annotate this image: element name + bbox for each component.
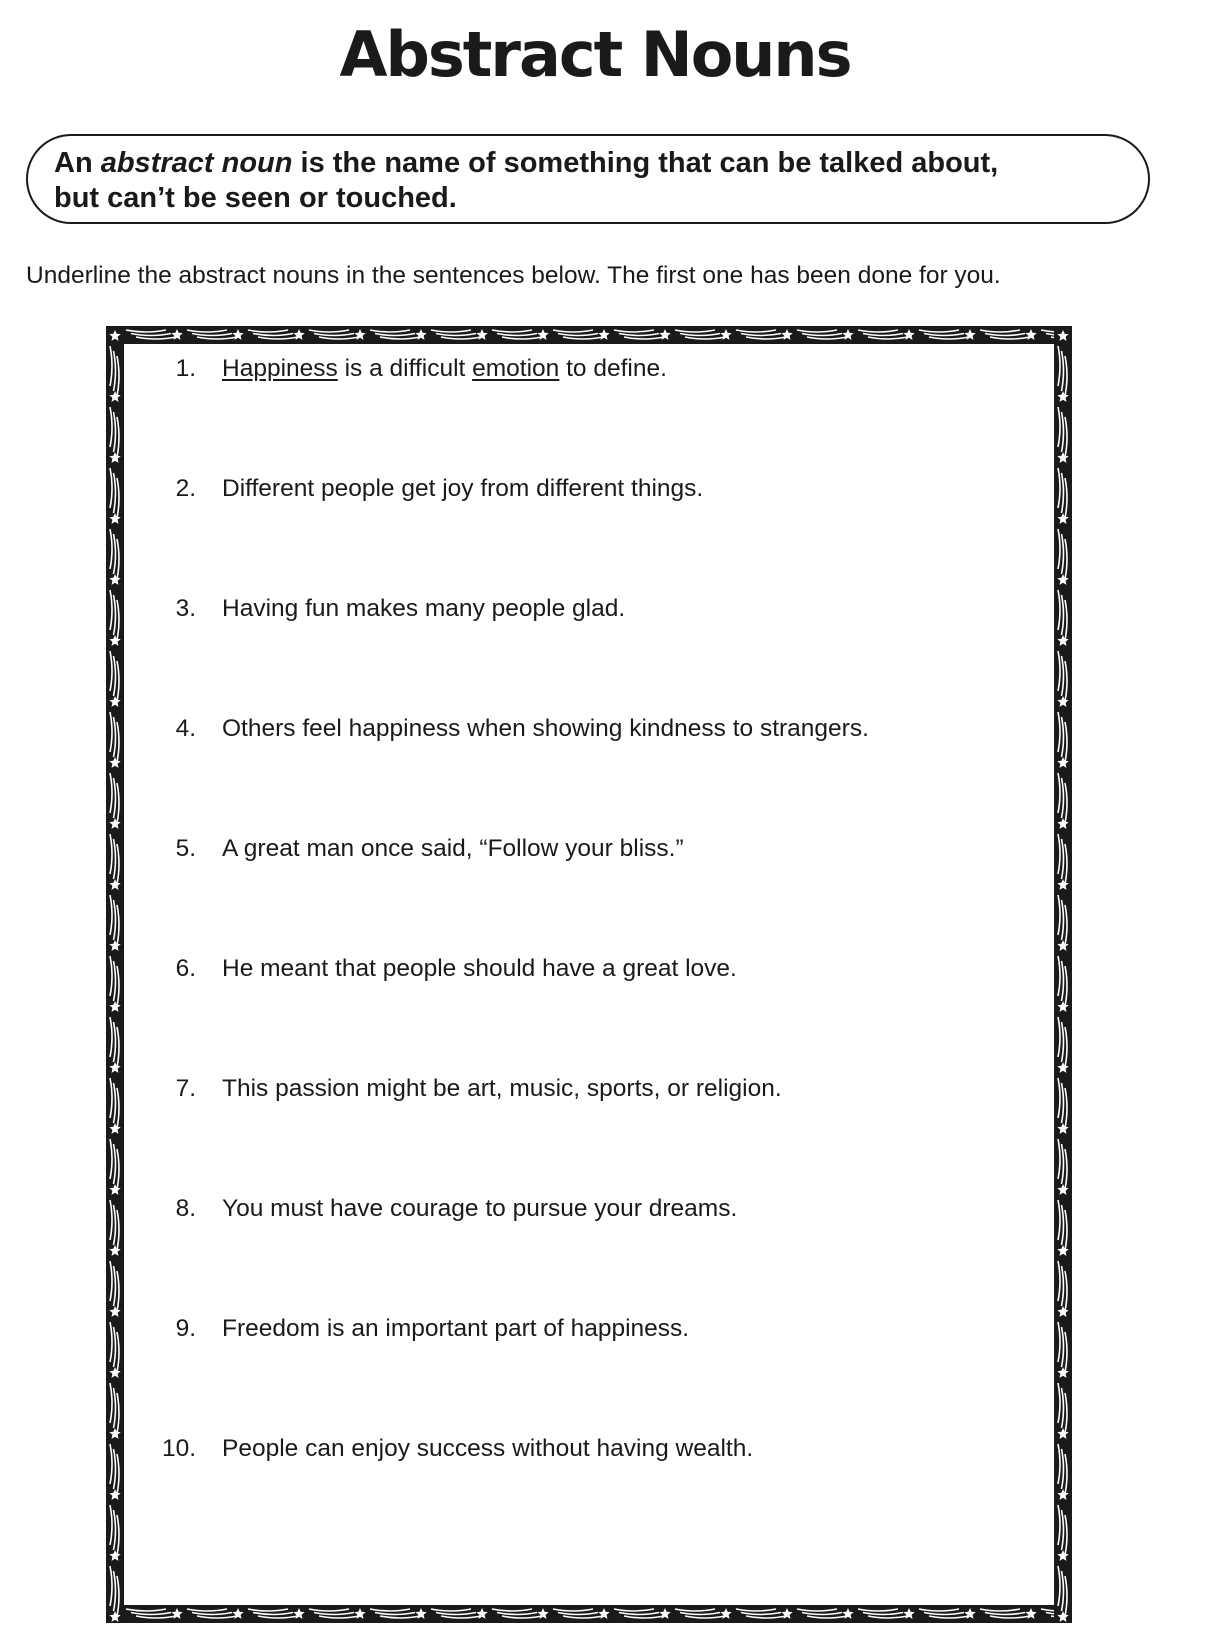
- item-sentence: People can enjoy success without having wealth.: [222, 1435, 754, 1462]
- item-number: 6.: [175, 955, 196, 982]
- definition-rest: is the name of something that can be talked about,: [292, 147, 999, 179]
- item-sentence: You must have courage to pursue your dreams.: [222, 1195, 738, 1222]
- item-number: 9.: [175, 1315, 196, 1342]
- definition-pre: An: [54, 147, 101, 179]
- item-sentence: A great man once said, “Follow your bliss.”: [222, 835, 684, 862]
- item-number: 3.: [175, 595, 196, 622]
- item-number: 4.: [175, 715, 196, 742]
- item-number: 5.: [175, 835, 196, 862]
- definition-term: abstract noun: [100, 147, 293, 179]
- item-sentence: This passion might be art, music, sports, or religion.: [222, 1075, 782, 1102]
- item-sentence: Having fun makes many people glad.: [222, 595, 626, 622]
- definition-line2: but can’t be seen or touched.: [54, 182, 457, 214]
- page-title: Abstract Nouns: [339, 18, 851, 91]
- sentence-text: to define.: [559, 355, 667, 382]
- item-sentence: Different people get joy from different things.: [222, 475, 704, 502]
- item-number: 1.: [175, 355, 196, 382]
- underlined-noun: Happiness: [222, 355, 338, 382]
- item-number: 7.: [175, 1075, 196, 1102]
- item-number: 10.: [161, 1435, 196, 1462]
- definition-box: [26, 134, 1150, 224]
- sentence-text: is a difficult: [337, 355, 473, 382]
- item-sentence: He meant that people should have a great love.: [222, 955, 737, 982]
- item-number: 8.: [175, 1195, 196, 1222]
- item-number: 2.: [175, 475, 196, 502]
- sentence-list: [106, 326, 1072, 1623]
- underlined-noun: emotion: [472, 355, 560, 382]
- item-sentence: [222, 352, 667, 386]
- item-sentence: Others feel happiness when showing kindness to strangers.: [222, 715, 869, 742]
- instructions: Underline the abstract nouns in the sentences below. The first one has been done for you.: [26, 262, 1001, 289]
- item-sentence: Freedom is an important part of happiness.: [222, 1315, 690, 1342]
